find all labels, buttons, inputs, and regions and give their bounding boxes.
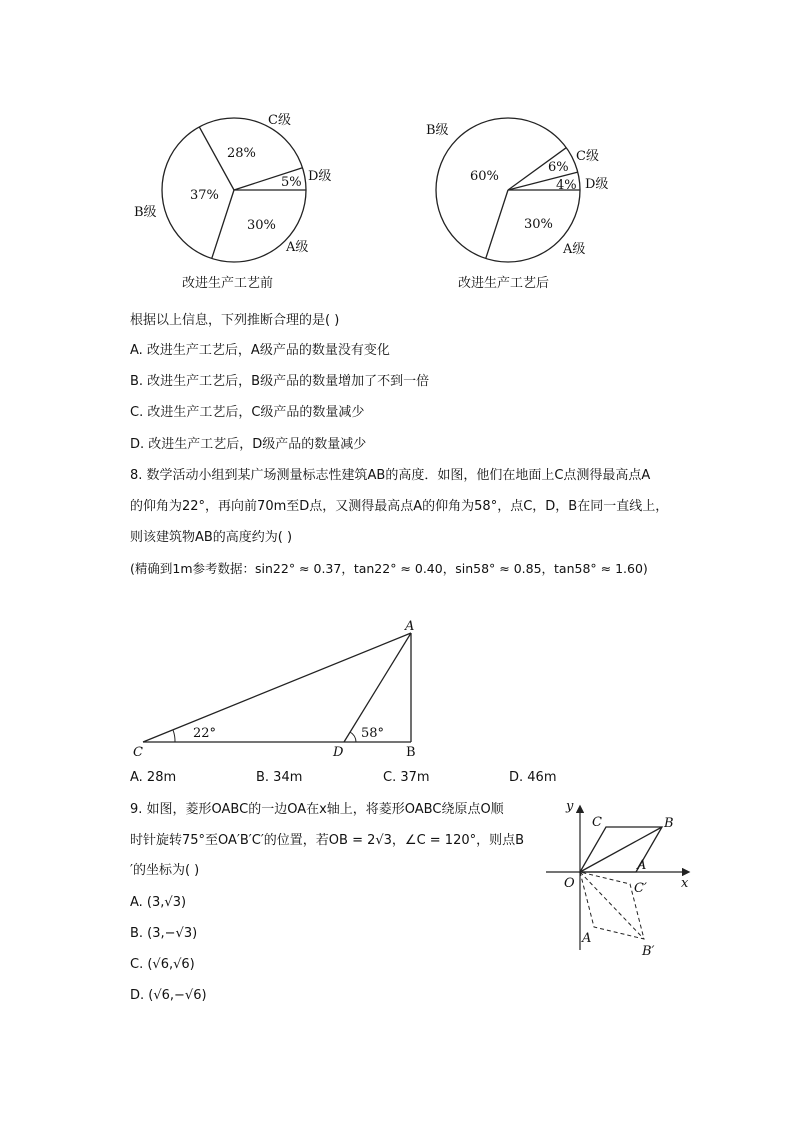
q9-label-b: B	[664, 816, 674, 831]
q9-rhombus-figure	[538, 795, 703, 965]
q9-label-c-prime: C′	[634, 881, 647, 896]
q9-label-a-prime: A	[582, 931, 592, 946]
pie-after-caption: 改进生产工艺后	[458, 276, 550, 291]
pie-chart-after	[420, 100, 660, 295]
q8-option-a: A. 28m	[130, 770, 177, 785]
q9-option-a: A. (3,√3)	[130, 895, 187, 910]
q8-label-b: B	[406, 745, 416, 760]
q9-label-c: C	[592, 815, 602, 830]
q8-angle-arc-c	[173, 730, 175, 742]
pie-before-pct-c: 28%	[227, 146, 256, 161]
q9-stem-line1: 9. 如图，菱形OABC的一边OA在x轴上，将菱形OABC绕原点O顺	[130, 802, 504, 817]
q8-label-a: A	[405, 619, 415, 634]
pie-chart-before	[120, 100, 360, 295]
q7-option-d: D. 改进生产工艺后，D级产品的数量减少	[130, 437, 367, 452]
q8-triangle-figure	[125, 615, 425, 765]
pie-before-label-d: D级	[308, 169, 332, 184]
q8-stem-line1: 8. 数学活动小组到某广场测量标志性建筑AB的高度．如图，他们在地面上C点测得最高点A	[130, 468, 651, 483]
pie-before-pct-a: 30%	[247, 218, 276, 233]
q8-option-d: D. 46m	[509, 770, 557, 785]
pie-after-pct-a: 30%	[524, 217, 553, 232]
q7-option-b: B. 改进生产工艺后，B级产品的数量增加了不到一倍	[130, 374, 430, 389]
pie-after-pct-b: 60%	[470, 169, 499, 184]
pie-after-label-a: A级	[563, 242, 586, 257]
q9-label-b-prime: B′	[642, 944, 655, 959]
q9-label-x: x	[681, 876, 689, 891]
q9-label-y: y	[566, 799, 574, 814]
q9-option-b: B. (3,−√3)	[130, 926, 198, 941]
pie-before-label-a: A级	[286, 240, 309, 255]
q9-label-o: O	[564, 876, 575, 891]
q9-option-d: D. (√6,−√6)	[130, 988, 207, 1003]
pie-after-label-c: C级	[576, 149, 599, 164]
q8-reference-data: (精确到1m参考数据：sin22° ≈ 0.37，tan22° ≈ 0.40，sin58° ≈ 0.85，tan58° ≈ 1.60)	[130, 561, 648, 576]
q8-angle-arc-d	[350, 732, 356, 742]
q7-option-c: C. 改进生产工艺后，C级产品的数量减少	[130, 405, 365, 420]
pie-before-pct-d: 5%	[281, 175, 302, 190]
q8-stem-line3: 则该建筑物AB的高度约为( )	[130, 530, 293, 545]
pie-before-pct-b: 37%	[190, 188, 219, 203]
pie-after-label-b: B级	[426, 123, 449, 138]
q8-angle-label-c: 22°	[193, 726, 217, 741]
q7-stem: 根据以上信息，下列推断合理的是( )	[130, 313, 340, 328]
pie-after-pct-d: 4%	[556, 178, 577, 193]
pie-after-slice-boundary-1	[486, 190, 508, 258]
q8-label-c: C	[133, 745, 143, 760]
q7-option-a: A. 改进生产工艺后，A级产品的数量没有变化	[130, 343, 390, 358]
pie-after-pct-c: 6%	[548, 160, 569, 175]
q9-stem-line3: ′的坐标为( )	[130, 863, 200, 878]
pie-before-label-b: B级	[134, 205, 157, 220]
q8-option-c: C. 37m	[383, 770, 430, 785]
pie-after-label-d: D级	[585, 177, 609, 192]
q8-label-d: D	[333, 745, 344, 760]
q8-angle-label-d: 58°	[361, 726, 385, 741]
q9-label-a: A	[637, 858, 647, 873]
q8-option-b: B. 34m	[256, 770, 303, 785]
q9-stem-line2: 时针旋转75°至OA′B′C′的位置，若OB = 2√3，∠C = 120°，则点B	[130, 833, 525, 848]
pie-before-label-c: C级	[268, 113, 291, 128]
pie-before-caption: 改进生产工艺前	[182, 276, 274, 291]
q8-stem-line2: 的仰角为22°，再向前70m至D点，又测得最高点A的仰角为58°，点C，D，B在同一直线上，	[130, 499, 669, 514]
q9-option-c: C. (√6,√6)	[130, 957, 195, 972]
